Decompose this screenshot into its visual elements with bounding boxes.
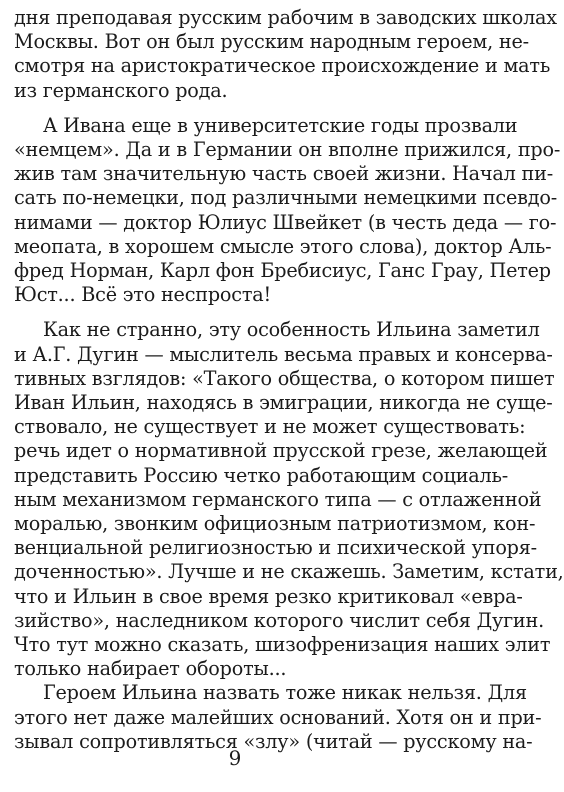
text-line: моралью, звонким официозным патриотизмом, кон- (14, 512, 536, 535)
text-line: фред Норман, Карл фон Бребисиус, Ганс Грау, Петер (14, 259, 551, 282)
text-line: жив там значительную часть своей жизни. Начал пи- (14, 162, 553, 186)
text-line: и А.Г. Дугин — мыслитель весьма правых и консерва- (14, 342, 553, 366)
text-line: Юст... Всё это неспроста! (14, 283, 271, 307)
text-line: ствовало, не существует и не может существовать: (14, 415, 526, 439)
text-line: зийство», наследником которого числит себя Дугин. (14, 608, 545, 632)
text-line: тивных взглядов: «Такого общества, о котором пишет (14, 366, 555, 390)
text-line: Что тут можно сказать, шизофренизация наших элит (14, 633, 551, 656)
text-line: доченностью». Лучше и не скажешь. Заметим, кстати, (14, 560, 564, 584)
text-line: из германского рода. (14, 78, 228, 102)
text-line: нимами — доктор Юлиус Швейкет (в честь деда — го- (14, 210, 557, 234)
text-line: ным механизмом германского типа — с отлаженной (14, 487, 542, 511)
text-line: дня преподавая русским рабочим в заводских школах (14, 6, 557, 29)
text-line: этого нет даже малейших оснований. Хотя он и при- (14, 705, 542, 729)
text-line: «немцем». Да и в Германии он вполне прижился, про- (14, 138, 561, 161)
text-line: речь идет о нормативной прусской грезе, желающей (14, 439, 548, 463)
text-line: зывал сопротивляться «злу» (читай — русскому на- (14, 729, 533, 753)
text-line: Как не странно, эту особенность Ильина заметил (43, 318, 540, 342)
text-line: только набирает обороты... (14, 657, 287, 681)
text-line: что и Ильин в свое время резко критиковал «евра- (14, 584, 523, 608)
text-line: смотря на аристократическое происхождение и мать (14, 54, 551, 78)
text-line: меопата, в хорошем смысле этого слова), доктор Аль- (14, 234, 552, 258)
text-line: Москвы. Вот он был русским народным героем, не- (14, 30, 529, 54)
text-line: представить Россию четко работающим социаль- (14, 463, 509, 487)
text-line: венциальной религиозностью и психической упоря- (14, 536, 537, 560)
text-line: сать по-немецки, под различными немецкими псевдо- (14, 186, 557, 210)
text-line: Иван Ильин, находясь в эмиграции, никогда не суще- (14, 391, 553, 414)
text-line: Героем Ильина назвать тоже никак нельзя. Для (43, 681, 527, 705)
page-number: 9 (228, 746, 242, 770)
text-line: А Ивана еще в университетские годы прозвали (43, 113, 518, 137)
